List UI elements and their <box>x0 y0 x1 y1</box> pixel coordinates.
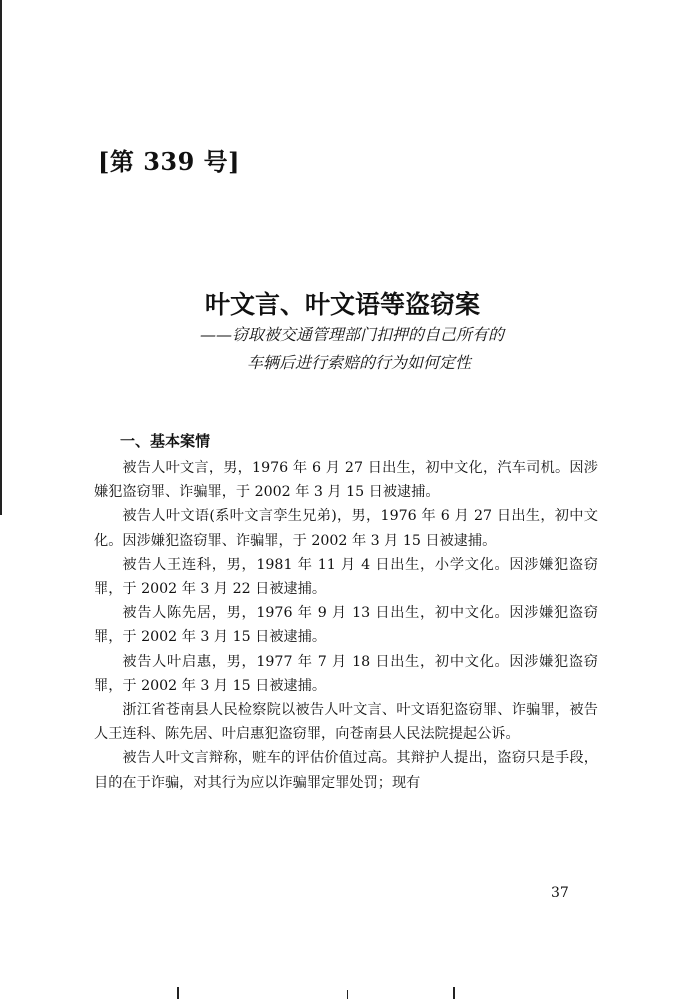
paragraph: 浙江省苍南县人民检察院以被告人叶文言、叶文语犯盗窃罪、诈骗罪，被告人王连科、陈先居、叶启惠犯盗窃罪，向苍南县人民法院提起公诉。 <box>94 702 598 743</box>
scan-mark <box>177 987 179 999</box>
paragraph: 被告人叶文语(系叶文言孪生兄弟)，男，1976 年 6 月 27 日出生，初中文化。因涉嫌犯盗窃罪、诈骗罪，于 2002 年 3 月 15 日被逮捕。 <box>94 508 598 549</box>
page-edge-rule <box>0 0 2 515</box>
body-text <box>94 456 598 795</box>
article-subtitle-line-2: 车辆后进行索赔的行为如何定性 <box>247 353 472 372</box>
article-subtitle-line-1: ——窃取被交通管理部门扣押的自己所有的 <box>200 325 505 344</box>
paragraph: 被告人叶文言辩称，赃车的评估价值过高。其辩护人提出，盗窃只是手段，目的在于诈骗，对其行为应以诈骗罪定罪处罚；现有 <box>94 750 598 791</box>
paragraph: 被告人叶启惠，男，1977 年 7 月 18 日出生，初中文化。因涉嫌犯盗窃罪，于 2002 年 3 月 15 日被逮捕。 <box>94 653 598 694</box>
paragraph: 被告人叶文言，男，1976 年 6 月 27 日出生，初中文化，汽车司机。因涉嫌犯盗窃罪、诈骗罪，于 2002 年 3 月 15 日被逮捕。 <box>94 460 598 501</box>
scan-mark <box>453 987 455 999</box>
scan-mark <box>347 990 348 999</box>
section-heading: 一、基本案情 <box>120 432 211 450</box>
paragraph: 被告人王连科，男，1981 年 11 月 4 日出生，小学文化。因涉嫌犯盗窃罪，于 2002 年 3 月 22 日被逮捕。 <box>94 556 598 598</box>
paragraph: 被告人陈先居，男，1976 年 9 月 13 日出生，初中文化。因涉嫌犯盗窃罪，于 2002 年 3 月 15 日被逮捕。 <box>94 605 598 646</box>
article-title: 叶文言、叶文语等盗窃案 <box>204 290 480 319</box>
page-number: 37 <box>551 885 569 901</box>
case-number: [第 339 号] <box>98 147 241 176</box>
